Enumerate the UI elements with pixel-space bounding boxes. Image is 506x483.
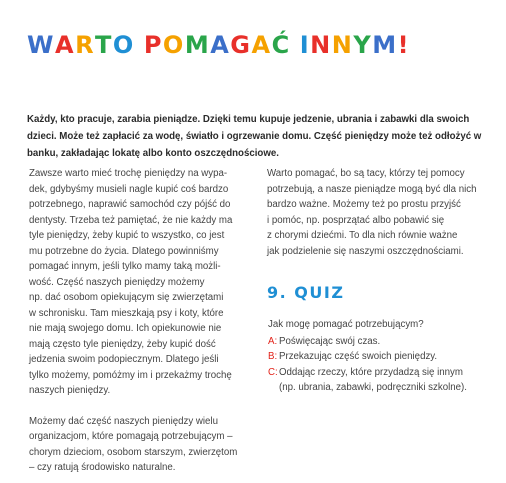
quiz-block bbox=[268, 317, 498, 396]
intro-paragraph: Każdy, kto pracuje, zarabia pieniądze. Dzięki temu kupuje jedzenie, ubrania i zabawki dla swoich dzieci. Może też zapłacić za wodę, światło i ogrzewanie domu. Część pieniędzy może też odłożyć w banku, zakładając lokatę albo konto oszczędnościowe. bbox=[27, 114, 482, 159]
title-letter: N bbox=[310, 31, 332, 59]
option-letter: A: bbox=[268, 335, 278, 347]
option-letter: B: bbox=[268, 351, 278, 362]
option-text: Przekazując część swoich pieniędzy. bbox=[279, 351, 438, 362]
quiz-option-b bbox=[268, 349, 498, 365]
title-letter: I bbox=[299, 31, 311, 59]
title-letter: O bbox=[112, 31, 135, 59]
quiz-option-c bbox=[268, 365, 498, 396]
title-letter: A bbox=[251, 31, 272, 59]
left-paragraph-2: Możemy dać część naszych pieniędzy wielu organizacjom, które pomagają potrzebującym – chorym dzieciom, osobom starszym, zwierzętom – czy ratują środowisko naturalne. bbox=[29, 415, 238, 473]
right-paragraph: Warto pomagać, bo są tacy, którzy tej pomocy potrzebują, a nasze pieniądze mogą być dla nich bardzo ważne. Możemy też po prostu przyjść i pomóc, np. posprzątać albo pobawić się z chorymi dziećmi. To dla nich równie ważne jak podzielenie się naszymi oszczędnościami. bbox=[267, 168, 477, 257]
title-letter: A bbox=[210, 31, 231, 59]
title-letter: A bbox=[54, 31, 76, 59]
option-letter: C: bbox=[268, 366, 278, 378]
title-letter: M bbox=[372, 31, 398, 59]
quiz-option-a bbox=[268, 334, 498, 350]
title-letter: R bbox=[75, 31, 96, 59]
title-letter: G bbox=[230, 31, 252, 59]
title-letter: Y bbox=[353, 31, 373, 59]
page-title bbox=[27, 30, 410, 60]
title-letter: N bbox=[331, 31, 354, 59]
title-letter: T bbox=[95, 31, 113, 59]
title-letter: Ć bbox=[271, 31, 291, 59]
option-text: Poświęcając swój czas. bbox=[279, 335, 381, 347]
title-letter: P bbox=[143, 31, 163, 59]
option-text: Oddając rzeczy, które przydadzą się innym (np. ubrania, zabawki, podręczniki szkolne). bbox=[279, 366, 467, 393]
left-paragraph-1: Zawsze warto mieć trochę pieniędzy na wypa- dek, gdybyśmy musieli nagle kupić coś bardzo potrzebnego, naprawić samochód czy pójść do dentysty. Trzeba też pamiętać, że nie każdy ma tyle pieniędzy, żeby kupić to wszystko, co jest mu potrzebne do życia. Dlatego powinniśmy pomagać innym, jeśli tylko mamy taką możli- wość. Część naszych pieniędzy możemy np. dać osobom opiekującym się zwierzętami w schronisku. Tam mieszkają psy i koty, które nie mają swojego domu. Ich opiekunowie nie mają często tyle pieniędzy, żeby kupić dość jedzenia swoim podopiecznym. Dlatego jeśli tylko możemy, pomóżmy im i przekażmy trochę naszych pieniędzy. bbox=[29, 168, 233, 396]
title-letter: M bbox=[184, 31, 211, 59]
quiz-heading: 9. QUIZ bbox=[267, 283, 345, 302]
title-letter: O bbox=[162, 31, 185, 59]
title-letter: ! bbox=[397, 31, 411, 59]
right-column bbox=[267, 166, 492, 259]
left-column bbox=[29, 166, 254, 476]
title-letter: W bbox=[27, 31, 55, 59]
quiz-question: Jak mogę pomagać potrzebującym? bbox=[268, 319, 424, 330]
